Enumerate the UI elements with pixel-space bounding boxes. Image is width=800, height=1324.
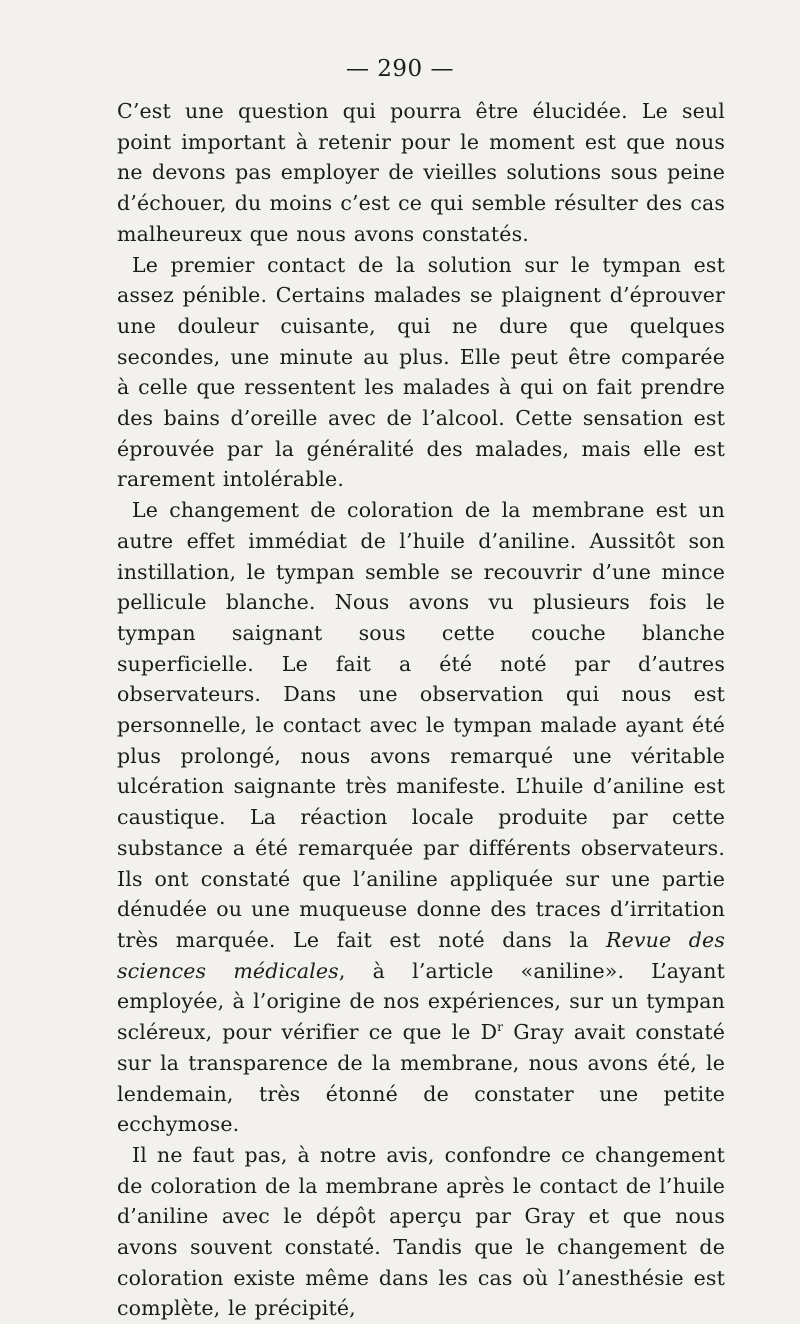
paragraph-text: Gray avait constaté sur la transparence de la membrane, nous avons été, le lendemain, très étonné de constater une petite ecchymose.: [117, 1020, 725, 1137]
paragraph: [117, 250, 725, 496]
paragraph-text: Le changement de coloration de la membrane est un autre effet immédiat de l’huile d’aniline. Aussitôt son instillation, le tympan semble se recouvrir d’une mince pellicule blanche. Nous avons vu plusieurs fois le tympan saignant sous cette couche blanche superficielle. Le fait a été noté par d’autres observateurs. Dans une observation qui nous est personnelle, le contact avec le tympan malade ayant été plus prolongé, nous avons remarqué une véritable ulcération saignante très manifeste. L’huile d’aniline est caustique. La réaction locale produite par cette substance a été remarquée par différents observateurs. Ils ont constaté que l’aniline appliquée sur une partie dénudée ou une muqueuse donne des traces d’irritation très marquée. Le fait est noté dans la: [117, 498, 725, 952]
paragraph: [117, 495, 725, 1140]
paragraph: [117, 96, 725, 250]
italic-text: Revue des sciences médicales: [117, 927, 725, 983]
body-text: [117, 96, 725, 1324]
paragraph-text: Il ne faut pas, à notre avis, confondre ce changement de coloration de la membrane après le contact de l’huile d’aniline avec le dépôt aperçu par Gray et que nous avons souvent constaté. Tandis que le changement de coloration existe même dans les cas où l’anesthésie est complète, le précipité,: [117, 1142, 725, 1321]
paragraph-text: , à l’article «aniline». L’ayant employée, à l’origine de nos expériences, sur un tympan scléreux, pour vérifier ce que le D: [117, 958, 726, 1045]
paragraph: [117, 1140, 725, 1324]
page-number: — 290 —: [345, 56, 455, 82]
paragraph-text: Le premier contact de la solution sur le tympan est assez pénible. Certains malades se plaignent d’éprouver une douleur cuisante, qui ne dure que quelques secondes, une minute au plus. Elle peut être comparée à celle que ressentent les malades à qui on fait prendre des bains d’oreille avec de l’alcool. Cette sensation est éprouvée par la généralité des malades, mais elle est rarement intolérable.: [117, 252, 725, 492]
paragraph-text: C’est une question qui pourra être élucidée. Le seul point important à retenir pour le moment est que nous ne devons pas employer de vieilles solutions sous peine d’échouer, du moins c’est ce qui semble résulter des cas malheureux que nous avons constatés.: [117, 99, 725, 246]
superscript-text: r: [497, 1020, 504, 1035]
